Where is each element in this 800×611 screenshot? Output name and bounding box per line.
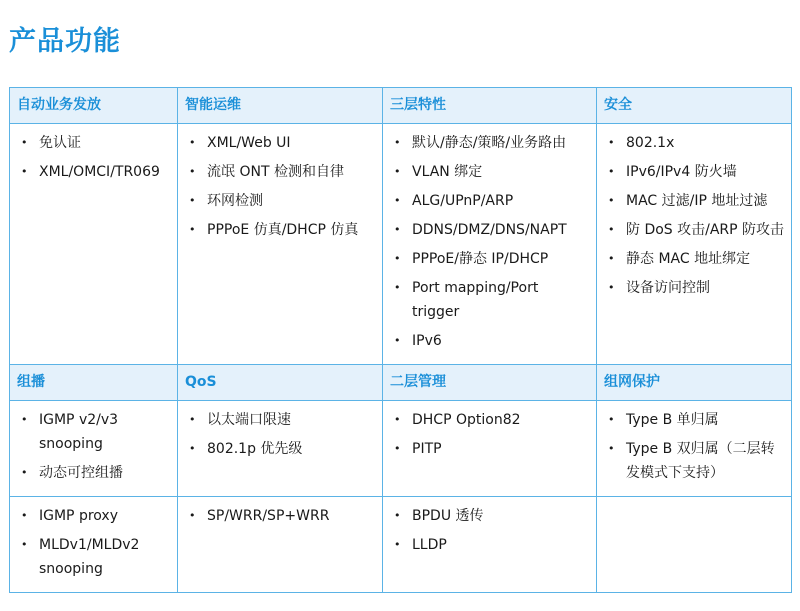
category-header-cell [597,365,792,401]
feature-item-text: XML/OMCI/TR069 [39,164,160,180]
category-header-cell [597,88,792,124]
bullet-icon: • [394,334,401,347]
feature-list [10,401,177,496]
category-items-row [10,401,792,497]
category-items-row [10,124,792,365]
bullet-icon: • [608,252,615,265]
feature-item-text: VLAN 绑定 [412,164,483,180]
feature-item-text: 静态 MAC 地址绑定 [626,251,751,267]
feature-item-text: DDNS/DMZ/DNS/NAPT [412,222,567,238]
category-items-cell [10,401,178,497]
bullet-icon: • [21,538,28,551]
category-header: 三层特性 [390,97,446,113]
bullet-icon: • [21,136,28,149]
category-header-cell [383,88,597,124]
feature-item-text: 默认/静态/策略/业务路由 [412,135,567,151]
category-items-cell [597,124,792,365]
feature-item [19,131,171,155]
bullet-icon: • [189,509,196,522]
extra-items-cell [383,497,597,593]
feature-item-text: Type B 双归属（二层转发模式下支持） [626,441,775,481]
category-header-cell [10,88,178,124]
feature-item-text: BPDU 透传 [412,508,484,524]
feature-item [392,408,590,432]
bullet-icon: • [21,509,28,522]
feature-item [187,504,376,528]
feature-item-text: IPv6/IPv4 防火墙 [626,164,737,180]
feature-item-text: PPPoE/静态 IP/DHCP [412,251,549,267]
feature-item [187,408,376,432]
extra-items-cell [178,497,383,593]
bullet-icon: • [394,509,401,522]
feature-item [606,218,785,242]
bullet-icon: • [21,165,28,178]
category-header-row [10,88,792,124]
feature-list [178,401,382,472]
bullet-icon: • [608,442,615,455]
bullet-icon: • [189,165,196,178]
feature-item [19,408,171,456]
feature-table-body [10,88,792,593]
bullet-icon: • [394,223,401,236]
feature-item [19,504,171,528]
feature-item [606,247,785,271]
bullet-icon: • [394,165,401,178]
bullet-icon: • [189,413,196,426]
feature-item [392,218,590,242]
feature-item [392,276,590,324]
category-items-cell [10,124,178,365]
category-items-cell [178,124,383,365]
feature-item [392,329,590,353]
feature-item [187,160,376,184]
category-items-cell [178,401,383,497]
category-header: 安全 [604,97,632,113]
category-header: 组网保护 [604,374,660,390]
page-title: 产品功能 [9,26,121,57]
bullet-icon: • [394,136,401,149]
feature-item-text: SP/WRR/SP+WRR [207,508,330,524]
feature-list [597,124,791,311]
feature-item [187,437,376,461]
feature-item [392,533,590,557]
bullet-icon: • [608,136,615,149]
bullet-icon: • [189,442,196,455]
bullet-icon: • [608,413,615,426]
feature-item-text: 802.1x [626,135,675,151]
feature-item-text: 以太端口限速 [207,412,291,428]
feature-table [9,87,792,593]
feature-item-text: LLDP [412,537,447,553]
feature-item-text: IGMP v2/v3 snooping [39,412,119,452]
category-header: 组播 [17,374,45,390]
feature-item-text: MLDv1/MLDv2 snooping [39,537,140,577]
feature-item [392,189,590,213]
bullet-icon: • [608,165,615,178]
feature-item-text: DHCP Option82 [412,412,521,428]
feature-item-text: XML/Web UI [207,135,291,151]
feature-item-text: 免认证 [39,135,81,151]
feature-item [392,437,590,461]
feature-item [606,437,785,485]
feature-item-text: Type B 单归属 [626,412,719,428]
feature-list [178,124,382,253]
feature-item-text: 动态可控组播 [39,465,123,481]
feature-item-text: 流氓 ONT 检测和自律 [207,164,344,180]
extra-items-cell [597,497,792,593]
feature-item-text: 802.1p 优先级 [207,441,303,457]
feature-item-text: 环网检测 [207,193,263,209]
bullet-icon: • [394,194,401,207]
feature-item-text: Port mapping/Port trigger [412,280,539,320]
bullet-icon: • [189,136,196,149]
bullet-icon: • [394,442,401,455]
feature-item [19,533,171,581]
feature-item-text: 设备访问控制 [626,280,710,296]
bullet-icon: • [394,281,401,294]
bullet-icon: • [21,466,28,479]
bullet-icon: • [608,223,615,236]
feature-item-text: PPPoE 仿真/DHCP 仿真 [207,222,359,238]
feature-item [187,189,376,213]
category-header: 自动业务发放 [17,97,101,113]
feature-item [606,276,785,300]
bullet-icon: • [608,281,615,294]
bullet-icon: • [394,413,401,426]
bullet-icon: • [21,413,28,426]
bullet-icon: • [189,223,196,236]
category-header: 智能运维 [185,97,241,113]
feature-item [392,160,590,184]
category-items-cell [383,124,597,365]
feature-list [383,124,596,364]
feature-item [392,247,590,271]
category-header-cell [178,88,383,124]
category-header: QoS [185,374,217,390]
bullet-icon: • [394,252,401,265]
feature-item-text: PITP [412,441,442,457]
extra-items-cell [10,497,178,593]
feature-list [10,124,177,195]
feature-item-text: IPv6 [412,333,442,349]
feature-item [392,504,590,528]
extra-items-row [10,497,792,593]
category-header-row [10,365,792,401]
bullet-icon: • [394,538,401,551]
feature-item [606,408,785,432]
feature-item-text: MAC 过滤/IP 地址过滤 [626,193,768,209]
category-header: 二层管理 [390,374,446,390]
feature-item [19,461,171,485]
feature-item [606,131,785,155]
feature-item [392,131,590,155]
feature-list [383,401,596,472]
category-header-cell [10,365,178,401]
category-items-cell [383,401,597,497]
feature-item-text: IGMP proxy [39,508,118,524]
category-items-cell [597,401,792,497]
category-header-cell [383,365,597,401]
feature-item [606,189,785,213]
feature-item-text: ALG/UPnP/ARP [412,193,514,209]
feature-list [383,497,596,568]
feature-item [187,131,376,155]
bullet-icon: • [189,194,196,207]
feature-item-text: 防 DoS 攻击/ARP 防攻击 [626,222,785,238]
feature-list [178,497,382,539]
feature-list [10,497,177,592]
feature-list [597,401,791,496]
feature-item [606,160,785,184]
feature-item [19,160,171,184]
bullet-icon: • [608,194,615,207]
feature-item [187,218,376,242]
category-header-cell [178,365,383,401]
